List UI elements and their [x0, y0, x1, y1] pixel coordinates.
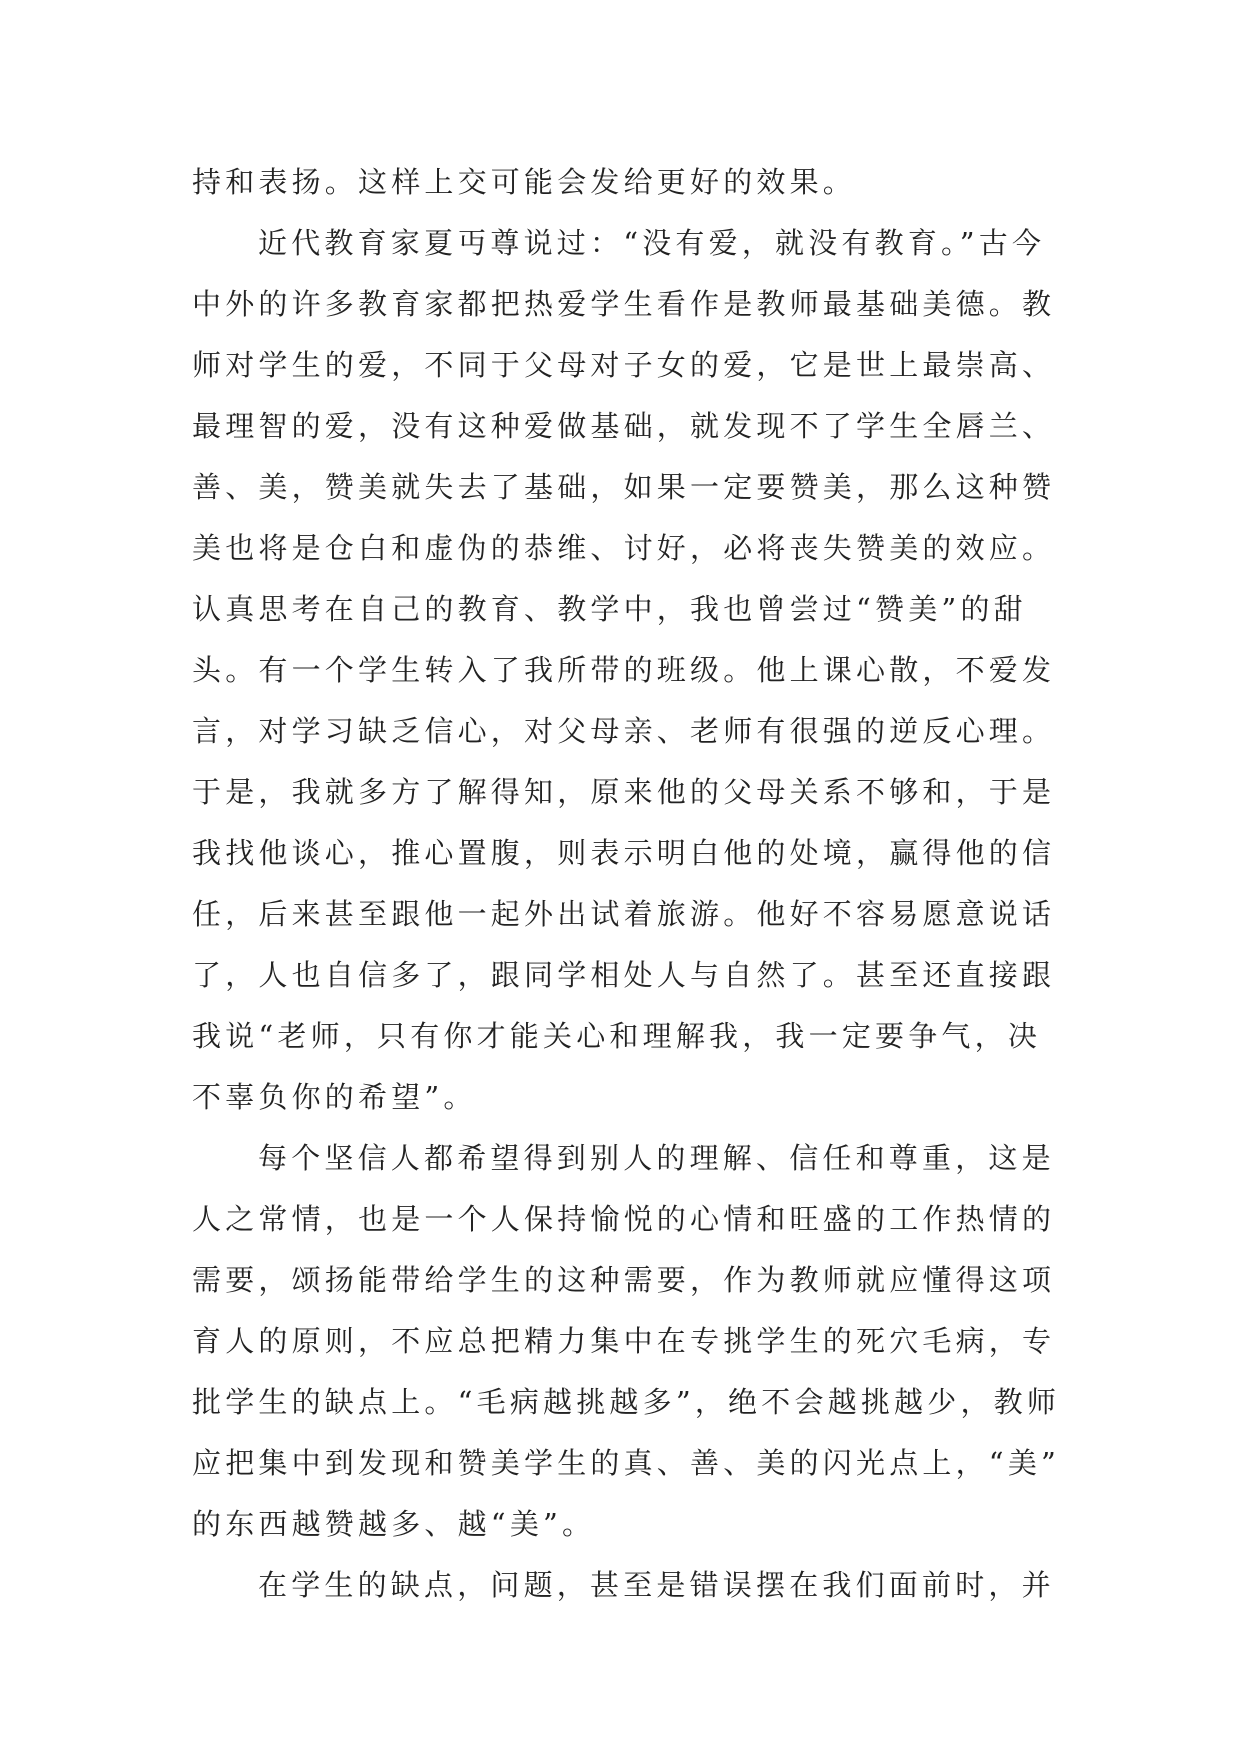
text-line: 最理智的爱，没有这种爱做基础，就发现不了学生全唇兰、 — [192, 409, 1056, 443]
text-line: 头。有一个学生转入了我所带的班级。他上课心散，不爱发 — [192, 653, 1056, 687]
text-line: 言，对学习缺乏信心，对父母亲、老师有很强的逆反心理。 — [192, 714, 1056, 748]
text-line: 育人的原则，不应总把精力集中在专挑学生的死穴毛病，专 — [192, 1324, 1056, 1358]
text-line: 批学生的缺点上。“毛病越挑越多”，绝不会越挑越少，教师 — [192, 1385, 1061, 1419]
text-line: 的东西越赞越多、越“美”。 — [192, 1507, 596, 1541]
paragraph-first-line: 近代教育家夏丏尊说过：“没有爱，就没有教育。”古今 — [258, 226, 1046, 260]
body-text — [192, 152, 1061, 1616]
text-line: 了，人也自信多了，跟同学相处人与自然了。甚至还直接跟 — [192, 958, 1056, 992]
text-line: 师对学生的爱，不同于父母对子女的爱，它是世上最崇高、 — [192, 348, 1056, 382]
text-line: 我说“老师，只有你才能关心和理解我，我一定要争气，决 — [192, 1019, 1042, 1053]
text-line: 应把集中到发现和赞美学生的真、善、美的闪光点上，“美” — [192, 1446, 1061, 1480]
text-line: 需要，颂扬能带给学生的这种需要，作为教师就应懂得这项 — [192, 1263, 1056, 1297]
text-line: 任，后来甚至跟他一起外出试着旅游。他好不容易愿意说话 — [192, 897, 1056, 931]
text-line: 美也将是仓白和虚伪的恭维、讨好，必将丧失赞美的效应。 — [192, 531, 1056, 565]
text-line: 于是，我就多方了解得知，原来他的父母关系不够和，于是 — [192, 775, 1056, 809]
text-line: 中外的许多教育家都把热爱学生看作是教师最基础美德。教 — [192, 287, 1056, 321]
text-line: 持和表扬。这样上交可能会发给更好的效果。 — [192, 165, 857, 199]
paragraph-first-line: 在学生的缺点，问题，甚至是错误摆在我们面前时，并 — [258, 1568, 1055, 1602]
text-line: 认真思考在自己的教育、教学中，我也曾尝过“赞美”的甜 — [192, 592, 1027, 626]
text-line: 善、美，赞美就失去了基础，如果一定要赞美，那么这种赞 — [192, 470, 1056, 504]
text-line: 我找他谈心，推心置腹，则表示明白他的处境，赢得他的信 — [192, 836, 1056, 870]
text-line: 不辜负你的希望”。 — [192, 1080, 477, 1114]
text-line: 人之常情，也是一个人保持愉悦的心情和旺盛的工作热情的 — [192, 1202, 1056, 1236]
paragraph-first-line: 每个坚信人都希望得到别人的理解、信任和尊重，这是 — [258, 1141, 1055, 1175]
